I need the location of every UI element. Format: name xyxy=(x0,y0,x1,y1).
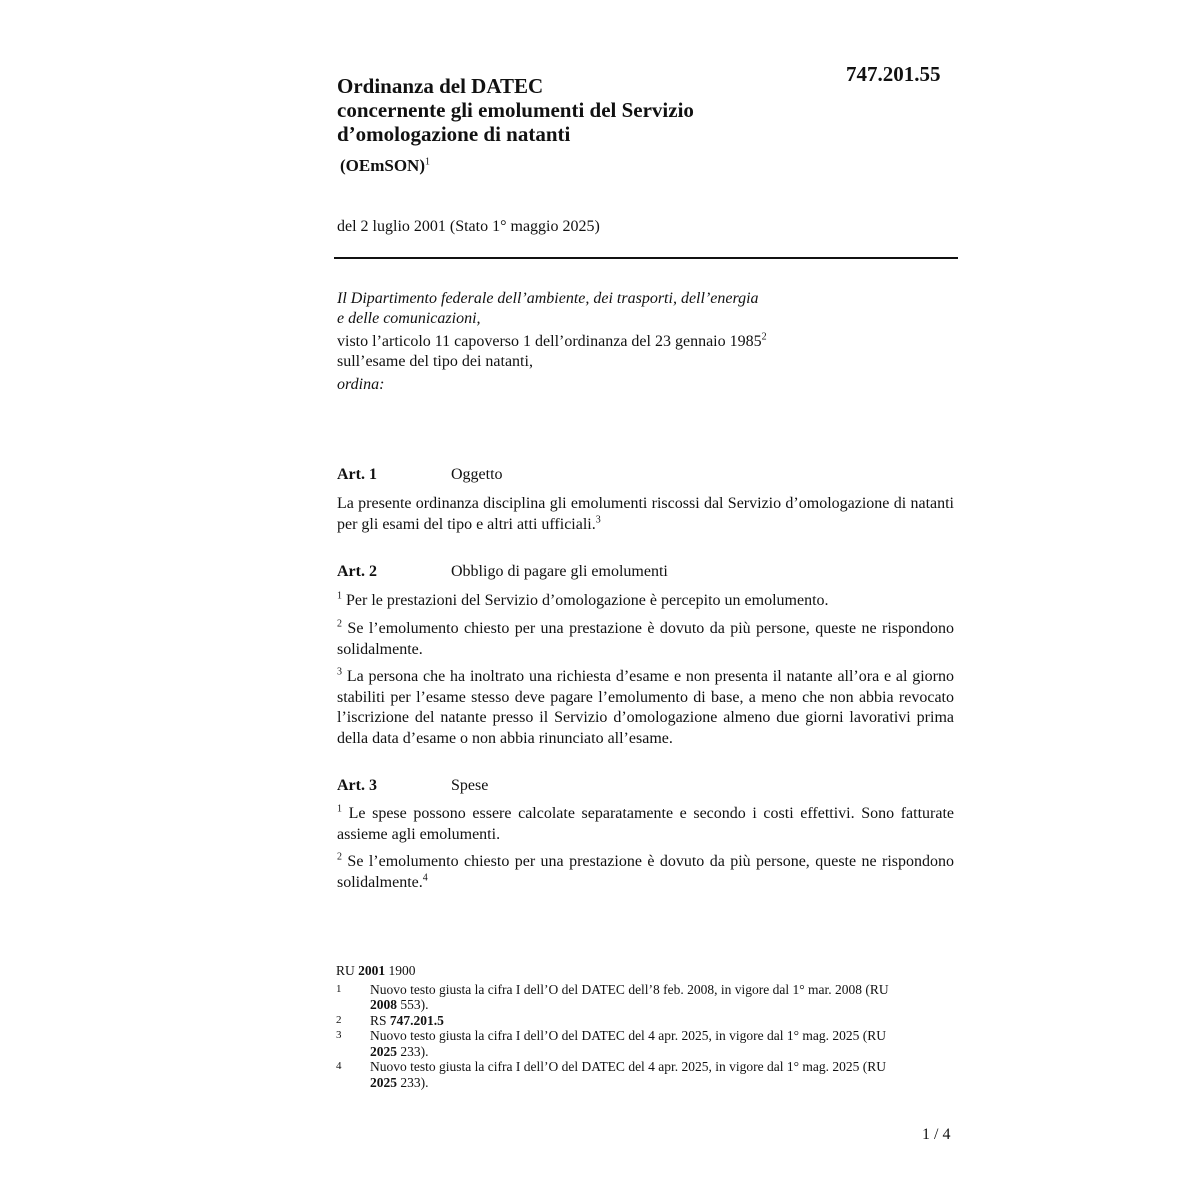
article-paragraph xyxy=(337,804,954,845)
footnotes xyxy=(336,963,896,1090)
footnote-number: 3 xyxy=(336,1029,342,1041)
article-heading xyxy=(337,466,503,484)
title-line: d’omologazione di natanti xyxy=(337,122,571,146)
title-divider xyxy=(334,257,958,259)
footnote-ref[interactable]: 3 xyxy=(595,514,601,526)
paragraph-text: Se l’emolumento chiesto per una prestazione è dovuto da più persone, queste ne rispondono solidalmente. xyxy=(337,620,955,658)
ru-prefix: RU xyxy=(336,963,355,978)
article-title: Oggetto xyxy=(451,466,503,483)
basis-line: sull’esame del tipo dei natanti, xyxy=(337,353,533,370)
paragraph-number: 3 xyxy=(337,666,342,678)
ru-reference xyxy=(336,963,896,979)
basis-line xyxy=(337,332,897,352)
paragraph-number: 1 xyxy=(337,803,342,815)
paragraph-text: La presente ordinanza disciplina gli emolumenti riscossi dal Servizio d’omologazione di natanti per gli esami del tipo e altri atti ufficiali. xyxy=(337,495,954,533)
preamble xyxy=(337,289,897,395)
authority-line: e delle comunicazioni, xyxy=(337,310,481,327)
paragraph-text: Le spese possono essere calcolate separatamente e secondo i costi effettivi. Sono fatturate assieme agli emolumenti. xyxy=(337,805,955,843)
footnote-ref[interactable]: 1 xyxy=(425,156,430,168)
article-title: Spese xyxy=(451,777,489,794)
footnote-text: Nuovo testo giusta la cifra I dell’O del DATEC dell’8 feb. 2008, in vigore dal 1° mar. 2008 (RU 2008 553). xyxy=(370,981,889,1012)
article-heading xyxy=(337,777,488,795)
footnote-text: RS 747.201.5 xyxy=(370,1012,444,1028)
paragraph-number: 2 xyxy=(337,618,342,630)
article-paragraph xyxy=(337,852,954,893)
article-number: Art. 2 xyxy=(337,563,377,580)
footnote-text: Nuovo testo giusta la cifra I dell’O del DATEC del 4 apr. 2025, in vigore dal 1° mag. 2025 (RU 2025 233). xyxy=(370,1059,887,1090)
page-number: 1 / 4 xyxy=(922,1126,951,1143)
footnote-number: 2 xyxy=(336,1013,342,1026)
abbreviation-text: (OEmSON) xyxy=(340,156,425,175)
footnote-number: 1 xyxy=(336,982,342,995)
title-line: Ordinanza del DATEC xyxy=(337,74,544,98)
footnote xyxy=(336,1013,896,1029)
article-number: Art. 3 xyxy=(337,777,377,794)
article-paragraph xyxy=(337,591,954,612)
article-paragraph xyxy=(337,619,954,660)
ordina-line: ordina: xyxy=(337,376,385,393)
footnote-text: Nuovo testo giusta la cifra I dell’O del DATEC del 4 apr. 2025, in vigore dal 1° mag. 2025 (RU 2025 233). xyxy=(370,1028,887,1059)
date-line: del 2 luglio 2001 (Stato 1° maggio 2025) xyxy=(337,218,600,235)
basis-text: visto l’articolo 11 capoverso 1 dell’ordinanza del 23 gennaio 1985 xyxy=(337,333,762,350)
footnote-ref[interactable]: 2 xyxy=(761,331,767,343)
article-number: Art. 1 xyxy=(337,466,377,483)
footnote-number: 4 xyxy=(336,1060,342,1072)
article-paragraph xyxy=(337,667,954,749)
footnote xyxy=(336,982,896,1013)
ru-year: 2001 xyxy=(358,963,386,978)
article-title: Obbligo di pagare gli emolumenti xyxy=(451,563,668,580)
paragraph-text: Se l’emolumento chiesto per una prestazione è dovuto da più persone, queste ne rispondono solidalmente. xyxy=(337,853,955,891)
footnote-ref[interactable]: 4 xyxy=(422,872,428,884)
footnote xyxy=(336,1028,896,1059)
title-line: concernente gli emolumenti del Servizio xyxy=(337,98,694,122)
article-heading xyxy=(337,563,668,581)
ru-page: 1900 xyxy=(388,963,416,978)
paragraph-text: La persona che ha inoltrato una richiesta d’esame e non presenta il natante all’ora e al giorno stabiliti per l’esame stesso deve pagare l’emolumento di base, a meno che non abbia revocato l’iscrizione del natante presso il Servizio d’omologazione almeno due giorni lavorativi prima della data d’esame o non abbia rinunciato all’esame. xyxy=(337,668,955,747)
paragraph-number: 1 xyxy=(337,590,342,602)
paragraph-text: Per le prestazioni del Servizio d’omologazione è percepito un emolumento. xyxy=(346,592,829,609)
paragraph-number: 2 xyxy=(337,851,342,863)
authority-line: Il Dipartimento federale dell’ambiente, dei trasporti, dell’energia xyxy=(337,290,759,307)
article-paragraph xyxy=(337,494,954,535)
document-title xyxy=(337,74,817,146)
sr-number: 747.201.55 xyxy=(846,62,941,86)
footnote xyxy=(336,1059,896,1090)
abbreviation xyxy=(340,156,430,176)
